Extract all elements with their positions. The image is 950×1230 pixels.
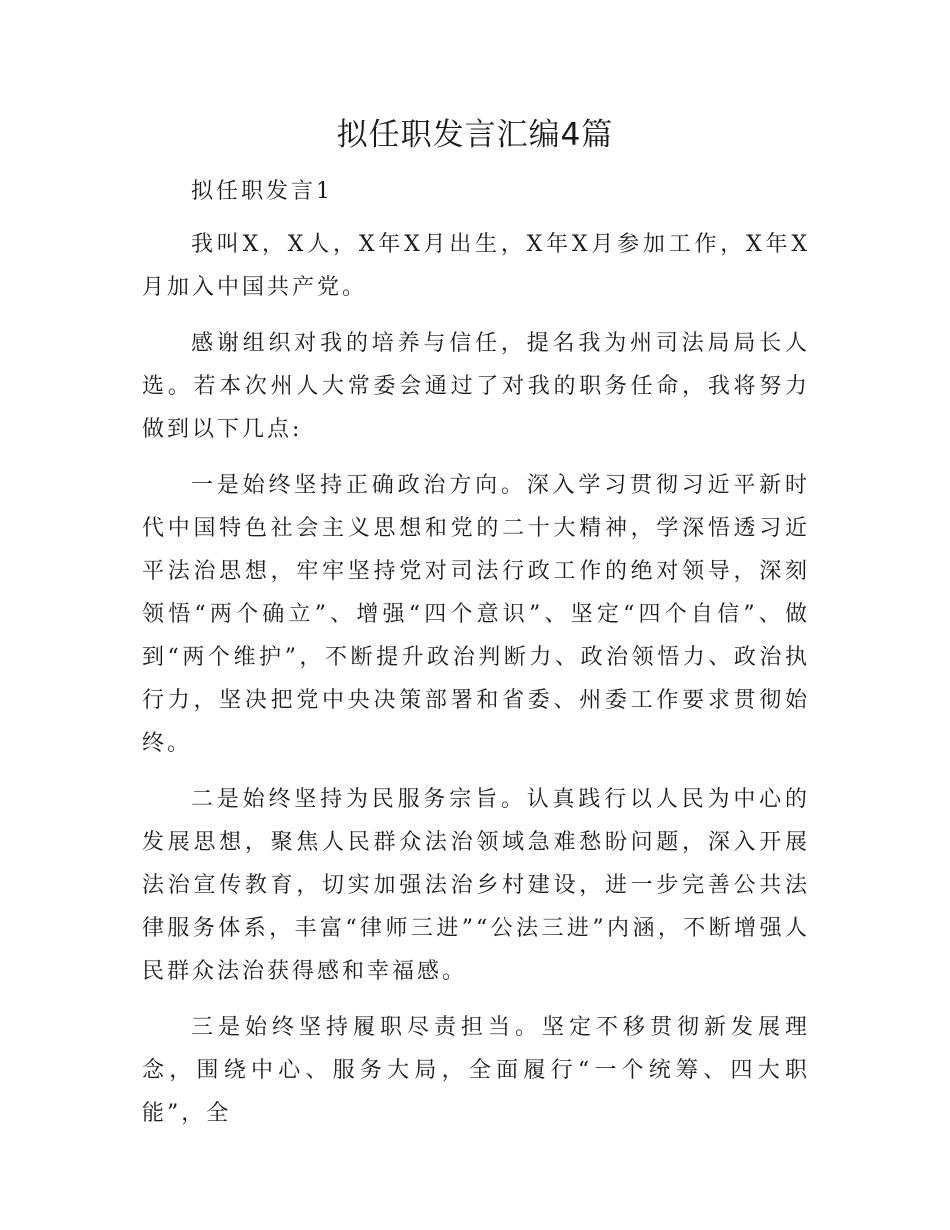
paragraph-thanks: 感谢组织对我的培养与信任，提名我为州司法局局长人选。若本次州人大常委会通过了对我的职务任命，我将努力做到以下几点: [142,331,810,442]
section-heading: 拟任职发言1 [191,179,333,204]
paragraph-point-two: 二是始终坚持为民服务宗旨。认真践行以人民为中心的发展思想，聚焦人民群众法治领域急难愁盼问题，深入开展法治宣传教育，切实加强法治乡村建设，进一步完善公共法律服务体系，丰富“律师三进”“公法三进”内涵，不断增强人民群众法治获得感和幸福感。 [142,787,810,984]
paragraph-point-three: 三是始终坚持履职尽责担当。坚定不移贯彻新发展理念，围绕中心、服务大局，全面履行“一个统筹、四大职能”，全 [142,1015,810,1126]
document-body [142,170,810,1148]
document-title: 拟任职发言汇编4篇 [336,117,614,153]
paragraph-intro: 我叫X，X人，X年X月出生，X年X月参加工作，X年X月加入中国共产党。 [142,232,810,300]
paragraph-point-one: 一是始终坚持正确政治方向。深入学习贯彻习近平新时代中国特色社会主义思想和党的二十大精神，学深悟透习近平法治思想，牢牢坚持党对司法行政工作的绝对领导，深刻领悟“两个确立”、增强“四个意识”、坚定“四个自信”、做到“两个维护”，不断提升政治判断力、政治领悟力、政治执行力，坚决把党中央决策部署和省委、州委工作要求贯彻始终。 [142,473,810,756]
